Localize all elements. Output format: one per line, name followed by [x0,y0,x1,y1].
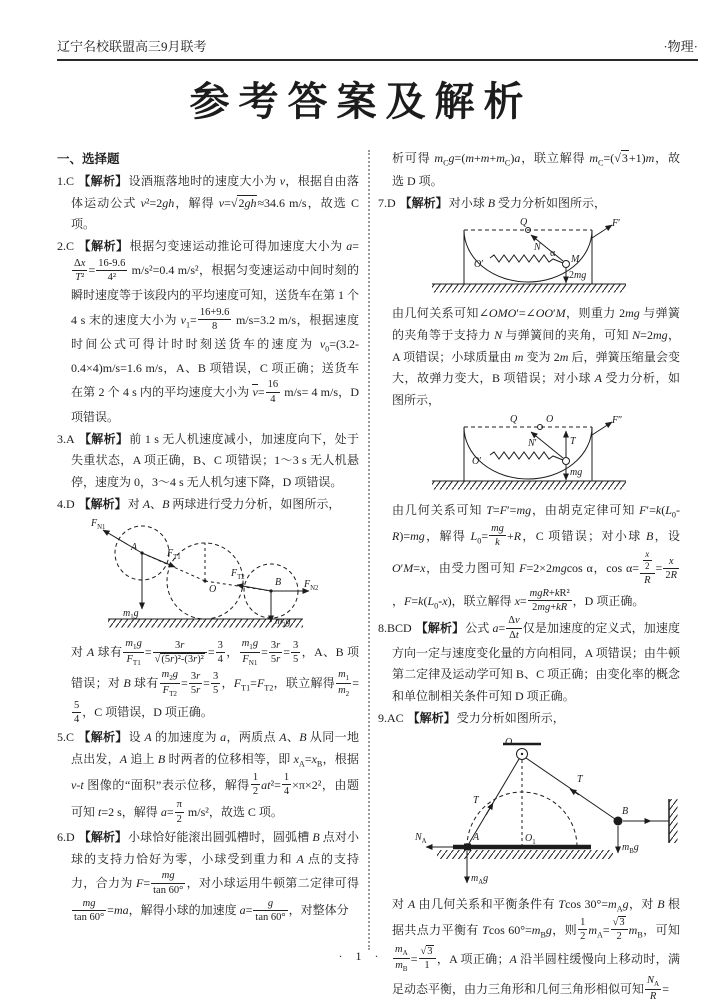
page-number: · 1 · [338,949,384,963]
force-diagram-q7-ball-a [424,415,634,497]
page-header [57,36,698,61]
answer-item [378,708,680,730]
label-o-prime: O′ [472,456,482,468]
label-o-prime: O′ [474,258,484,270]
jiexi-label: 【解析】 [78,497,127,512]
answer-number: 2.C [57,239,75,254]
label-f-double-prime: F″ [612,415,623,427]
force-diagram-q7a-svg [424,218,634,300]
label-ball-b: B [622,805,629,817]
answer-number: 6.D [57,829,75,844]
answer-item-continuation [378,148,680,193]
content-columns [57,148,697,1005]
label-na: $N_A$ [415,831,427,845]
answer-item [57,827,359,925]
answer-number: 3.A [57,431,75,446]
jiexi-label: 【解析】 [399,196,448,211]
label-f-prime: F′ [612,217,621,229]
header-subject: ·物理· [663,39,698,54]
ground [432,481,626,490]
label-q: Q [510,414,518,426]
answer-item [57,494,359,516]
answer-item-continuation [378,500,680,615]
item-body: 设酒瓶落地时的速度大小为 v，根据自由落体运动公式 v²=2gh，解得 v=√2gh≈34.6 m/s，故选 C 项。 [71,173,359,232]
item-body: 公式 a= $\frac{\Delta v}{\Delta t}$ 仅是加速度的定义式，加速度方向一定与速度变化量的方向相同，A 项错误；由牛顿第二定律及运动学可知 B、C 项正确；由变化率的概念和单位制相关条件可知 D 项正确。 [392,615,680,704]
answer-number: 8.BCD [378,620,412,635]
label-t-left: T [473,794,479,806]
jiexi-label: 【解析】 [78,239,129,254]
label-mag: $m_Ag$ [471,872,489,886]
answer-item [57,429,359,494]
item-body: 由几何关系可知 T=F′=mg，由胡克定律可知 $F'=k(L_0-R)=mg$，解得 $L_0=$ $\frac{mg}{k}$ +R，C 项错误；对小球 B，设 O′M=x，由受力图可知 F=2×2mgcos α，cos α= $\frac{\frac{x}{2}}{R}$ = $\frac{x}{2R}$ ，$F=k(L_0-x)$，联立解得 x= $\frac{\text{mgR+kR²}}{2mg+kR}$ ，D 项正确。 [392,503,680,614]
answer-item [57,727,359,827]
answer-number: 1.C [57,173,75,188]
force-diagram-q7-ball-b [424,218,634,300]
label-m2g: $m_2g$ [275,615,291,629]
item-body: 设 A 的加速度为 a，两质点 A、B 从同一地点出发，A 追上 B 时两者的位移相等，即 $x_A=x_B$，根据 v-t 图像的“面积”表示位移，解得 $\frac{1}{2}$ at²= $\frac{1}{4}$ ×π×2²，由题可知 t=2 s，解得 a= $\frac{\pi}{2}$ m/s²，故选 C 项。 [71,730,359,825]
label-ft1: $F_{T1}$ [167,547,181,561]
label-ball-b: B [275,576,282,588]
item-body: 对 A 球有 $\frac{m_1g}{F_{T1}}$ = $\frac{3r}{\text{√(5r)²-(3r)²}}$ = $\frac{3}{4}$ ， $\frac{m_1g}{F_{N1}}$ = $\frac{3r}{5r}$ = $\frac{3}{5}$ ，A、B 项错误；对 B 球有 $\frac{m_2g}{F_{T2}}$ = $\frac{3r}{5r}$ = $\frac{3}{5}$ ，$F_{T1}=F_{T2}$，联立解得 $\frac{m_1}{m_2}$ = $\frac{5}{4}$ ，C 项错误，D 项正确。 [71,637,359,726]
label-m-point: M [571,253,580,265]
strings [468,758,615,845]
answer-number: 9.AC [378,711,404,726]
item-body: 对 A、B 两球进行受力分析，如图所示， [127,497,341,512]
label-o: O [546,414,554,426]
force-diagram-q9-svg [379,733,679,891]
label-ball-a: A [131,541,138,553]
label-mg: mg [570,467,583,479]
wall [669,799,678,843]
force-diagram-q7b-svg [424,415,634,497]
spring [490,452,563,460]
label-2mg: 2mg [569,269,587,281]
label-alpha: α [550,247,556,259]
point-a [464,843,471,850]
item-body: 析可得 $m_Cg=(m+m+m_C)a$，联立解得 $m_C=(√3+1)m$，故选 D 项。 [392,151,680,189]
label-o1: $O_1$ [525,832,536,846]
force-diagram-q4 [83,519,333,635]
label-fn2: $F_{N2}$ [304,578,319,592]
label-center-o: O [209,583,217,595]
jiexi-label: 【解析】 [78,173,128,188]
page-title: 参考答案及解析 [189,79,533,125]
label-mbg: $m_Bg$ [622,841,639,855]
label-t: T [570,436,576,448]
item-body: 受力分析如图所示， [456,711,565,726]
jiexi-label: 【解析】 [78,730,128,745]
item-body: 由几何关系可知∠OMO′=∠OO′M，则重力 2mg 与弹簧的夹角等于支持力 N 与弹簧间的夹角，可知 N=2mg，A 项错误；小球质量由 m 变为 2m 后，弹簧压缩量会变大，故弹力变大，B 项错误；对小球 A 受力分析，如图所示， [392,305,680,408]
label-point-a: A [473,831,480,843]
label-q: Q [520,216,528,228]
item-body: 根据匀变速运动推论可得加速度大小为 a= $\frac{\Delta x}{\text{T²}}$ = $\frac{16-9.6}{\text{4²}}$ m/s²=0.4 m/s²，根据匀变速运动中间时刻的瞬时速度等于该段内的平均速度可知，送货车在第 1 个 4 s 末的速度大小为 $v_1=$ $\frac{16+9.6}{8}$ m/s=3.2 m/s，根据速度时间公式可得计时时刻送货车的速度为 $v_0=(3.2-0.4\times 4)m/s=1.6$ m/s，A、B 项错误，C 项正确；送货车在第 2 个 4 s 内的平均速度大小为 v= $\frac{16}{4}$ m/s= 4 m/s，D 项错误。 [71,239,360,424]
label-fn1: $F_{N1}$ [91,517,106,531]
ball-a [563,458,570,465]
answer-item-continuation [378,303,680,412]
label-t-right: T [577,773,583,785]
answer-item [378,193,680,215]
left-column [57,148,359,1005]
ball-b [614,816,670,825]
label-n-prime: N′ [528,438,537,450]
answer-number: 7.D [378,196,396,211]
force-diagram-q9 [379,733,679,891]
jiexi-label: 【解析】 [78,431,129,446]
jiexi-label: 【解析】 [415,620,465,635]
item-body: 小球恰好能滚出圆弧槽时，圆弧槽 B 点对小球的支持力恰好为零，小球受到重力和 A 点的支持力，合力为 F= $\frac{mg}{\tan 60^\circ}$ ，对小球运用牛顿第二定律可得 $\frac{mg}{\tan 60^\circ}$ =ma，解得小球的加速度 a= $\frac{g}{\tan 60^\circ}$ ，对整体分 [71,829,359,923]
answer-number: 4.D [57,497,75,512]
ground-hatch [437,850,613,859]
item-body: 前 1 s 无人机速度减小，加速度向下，处于失重状态，A 项正确，B、C 项错误；1～3 s 无人机悬停，速度为 0，3～4 s 无人机匀速下降，D 项错误。 [71,431,359,490]
label-pulley-o: O [505,736,513,748]
ball-m [563,260,570,267]
force-diagram-q4-svg [83,519,333,635]
right-column [378,148,680,1005]
item-body: 对 A 由几何关系和平衡条件有 Tcos $30^\circ=m_Ag$，对 B 根据共点力平衡有 Tcos $60^\circ=m_Bg$，则 $\frac{1}{2}$ $m_A=$ $\frac{√3}{2}$ $m_B$，可知 $\frac{m_A}{m_B}$ = $\frac{√3}{1}$ ，A 项正确；A 沿半圆柱缓慢向上移动时，满足动态平衡，由力三角形和几何三角形相似可知 $\frac{N_A}{R}$ = [392,896,680,1003]
jiexi-label: 【解析】 [78,829,128,844]
radius-lines [142,543,271,591]
label-n: N [534,241,541,253]
label-ft2: $F_{T2}$ [231,567,245,581]
header-exam-title: 辽宁名校联盟高三9月联考 [57,39,207,54]
jiexi-label: 【解析】 [407,711,456,726]
label-m1g: $m_1g$ [123,607,139,621]
ground [432,284,626,293]
answer-number: 5.C [57,730,75,745]
answer-item-continuation [57,638,359,727]
answer-item [57,171,359,236]
item-body: 对小球 B 受力分析如图所示， [448,196,607,211]
answer-item [57,236,359,428]
answer-item [378,615,680,708]
center-dots [140,547,272,592]
section-heading: 一、选择题 [57,152,120,166]
